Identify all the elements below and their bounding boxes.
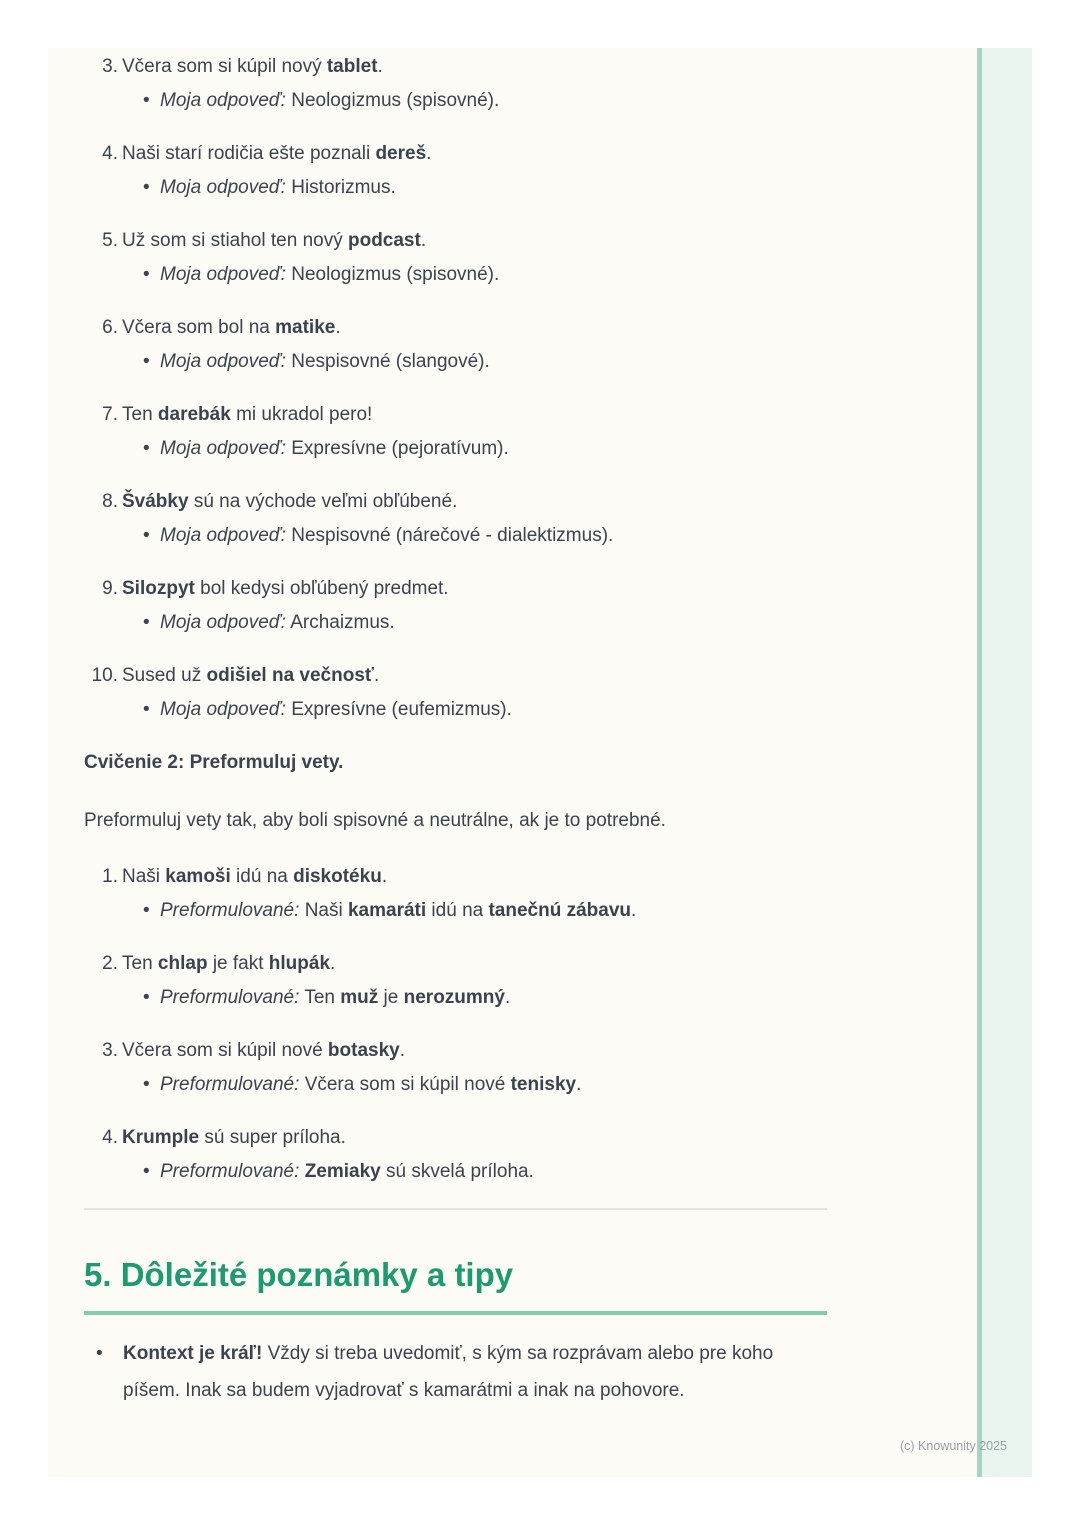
item-body bbox=[122, 398, 827, 466]
sentence bbox=[122, 224, 827, 258]
answer-text bbox=[160, 432, 509, 466]
text-run: Naši bbox=[304, 900, 348, 921]
text-run: Historizmus. bbox=[291, 177, 396, 198]
answer-item bbox=[122, 693, 827, 727]
sentence bbox=[122, 572, 827, 606]
answer-text bbox=[160, 258, 499, 292]
text-run: matike bbox=[275, 317, 336, 338]
answer-list bbox=[122, 1155, 827, 1189]
text-run: tanečnú zábavu bbox=[488, 900, 632, 921]
text-run: Včera som bol na bbox=[122, 317, 276, 338]
answer-list bbox=[122, 894, 827, 928]
exercise-item bbox=[84, 659, 827, 727]
exercise-item bbox=[84, 50, 827, 118]
text-run: Expresívne (eufemizmus). bbox=[291, 699, 512, 720]
text-run: nerozumný bbox=[403, 987, 505, 1008]
text-run: odišiel na večnosť bbox=[206, 665, 374, 686]
text-run: Nespisovné (nárečové - dialektizmus). bbox=[291, 525, 614, 546]
text-run: muž bbox=[340, 987, 379, 1008]
answer-label: Moja odpoveď: bbox=[160, 177, 286, 198]
sentence bbox=[122, 1034, 827, 1068]
item-body bbox=[122, 311, 827, 379]
text-run: Včera som si kúpil nové bbox=[304, 1074, 511, 1095]
bullet-icon: • bbox=[143, 351, 150, 372]
item-number: 2. bbox=[102, 953, 118, 974]
answer-list bbox=[122, 1068, 827, 1102]
sentence bbox=[122, 311, 827, 345]
answer-label: Moja odpoveď: bbox=[160, 525, 286, 546]
text-run: . bbox=[381, 866, 388, 887]
tips-list bbox=[84, 1335, 827, 1409]
answer-label: Moja odpoveď: bbox=[160, 90, 286, 111]
answer-text bbox=[160, 981, 510, 1015]
exercise2-intro: Preformuluj vety tak, aby boli spisovné a neutrálne, ak je to potrebné. bbox=[84, 810, 666, 831]
bullet-icon: • bbox=[143, 900, 150, 921]
answer-label: Preformulované: bbox=[160, 1074, 300, 1095]
item-body bbox=[122, 947, 827, 1015]
text-run: . bbox=[335, 317, 341, 338]
text-run: podcast bbox=[347, 230, 421, 251]
exercise1-list bbox=[84, 50, 827, 727]
text-run: dereš bbox=[375, 143, 427, 164]
answer-text bbox=[160, 171, 396, 205]
item-body bbox=[122, 485, 827, 553]
text-run: Kontext je kráľ! bbox=[123, 1343, 263, 1364]
exercise2-list bbox=[84, 860, 827, 1189]
answer-list bbox=[122, 84, 827, 118]
bullet-icon: • bbox=[143, 525, 150, 546]
answer-item bbox=[122, 1155, 827, 1189]
text-run: . bbox=[399, 1040, 406, 1061]
answer-list bbox=[122, 693, 827, 727]
text-run: Ten bbox=[304, 987, 341, 1008]
bullet-icon: • bbox=[143, 987, 150, 1008]
bullet-icon: • bbox=[143, 177, 150, 198]
item-body bbox=[122, 1034, 827, 1102]
bullet-icon: • bbox=[143, 264, 150, 285]
answer-label: Moja odpoveď: bbox=[160, 699, 286, 720]
answer-list bbox=[122, 981, 827, 1015]
exercise-item bbox=[84, 224, 827, 292]
text-run: Včera som si kúpil nový bbox=[122, 56, 327, 77]
text-run: Neologizmus (spisovné). bbox=[291, 90, 500, 111]
sentence bbox=[122, 137, 827, 171]
answer-list bbox=[122, 345, 827, 379]
text-run: je bbox=[378, 987, 404, 1008]
text-run: Krumple bbox=[122, 1127, 200, 1148]
item-number: 4. bbox=[102, 1127, 118, 1148]
answer-label: Preformulované: bbox=[160, 987, 300, 1008]
text-run: kamaráti bbox=[347, 900, 427, 921]
text-run: Sused už bbox=[122, 665, 207, 686]
item-body bbox=[122, 860, 827, 928]
text-run: tenisky bbox=[510, 1074, 577, 1095]
text-run: diskotéku bbox=[293, 866, 382, 887]
item-number: 3. bbox=[102, 56, 118, 77]
answer-label: Preformulované: bbox=[160, 1161, 300, 1182]
item-number: 7. bbox=[102, 404, 118, 425]
text-run: bol kedysi obľúbený predmet. bbox=[194, 578, 449, 599]
item-number: 6. bbox=[102, 317, 118, 338]
text-run: Včera som si kúpil nové bbox=[122, 1040, 328, 1061]
text-run: . bbox=[576, 1074, 582, 1095]
answer-label: Preformulované: bbox=[160, 900, 300, 921]
exercise-item bbox=[84, 860, 827, 928]
text-run: idú na bbox=[230, 866, 294, 887]
text-run: Silozpyt bbox=[122, 578, 195, 599]
text-run: kamoši bbox=[165, 866, 231, 887]
item-body bbox=[122, 50, 827, 118]
exercise-item bbox=[84, 1121, 827, 1189]
item-body bbox=[122, 1121, 827, 1189]
bullet-icon: • bbox=[143, 612, 150, 633]
text-run: . bbox=[631, 900, 637, 921]
text-run: . bbox=[426, 143, 432, 164]
text-run: Vždy si treba uvedomiť, s kým sa rozprávam alebo pre koho píšem. Inak sa budem vyjadrovať s kamarátmi a inak na pohovore. bbox=[123, 1343, 774, 1401]
document-content bbox=[48, 48, 977, 1477]
answer-item bbox=[122, 1068, 827, 1102]
text-run: . bbox=[377, 56, 383, 77]
answer-text bbox=[160, 1155, 534, 1189]
answer-text bbox=[160, 84, 499, 118]
sentence bbox=[122, 947, 827, 981]
item-body bbox=[122, 137, 827, 205]
exercise2-heading: Cvičenie 2: Preformuluj vety. bbox=[84, 752, 344, 773]
answer-item bbox=[122, 894, 827, 928]
text-run: chlap bbox=[157, 953, 208, 974]
right-accent-bar bbox=[977, 48, 1032, 1477]
text-run: Archaizmus. bbox=[290, 612, 395, 633]
bullet-icon: • bbox=[96, 1343, 103, 1364]
text-run: hlupák bbox=[268, 953, 331, 974]
answer-item bbox=[122, 345, 827, 379]
text-run: Expresívne (pejoratívum). bbox=[291, 438, 509, 459]
answer-item bbox=[122, 519, 827, 553]
text-run: Nespisovné (slangové). bbox=[291, 351, 490, 372]
answer-item bbox=[122, 258, 827, 292]
text-run: idú na bbox=[426, 900, 489, 921]
answer-list bbox=[122, 519, 827, 553]
exercise-item bbox=[84, 572, 827, 640]
item-number: 10. bbox=[91, 665, 118, 686]
answer-list bbox=[122, 606, 827, 640]
item-body bbox=[122, 659, 827, 727]
text-run: Švábky bbox=[122, 491, 189, 512]
answer-list bbox=[122, 171, 827, 205]
text-run: mi ukradol pero! bbox=[230, 404, 373, 425]
bullet-icon: • bbox=[143, 90, 150, 111]
answer-item bbox=[122, 84, 827, 118]
answer-text bbox=[160, 693, 512, 727]
content-column bbox=[84, 50, 827, 1409]
answer-text bbox=[160, 1068, 581, 1102]
item-number: 3. bbox=[102, 1040, 118, 1061]
text-run: sú na východe veľmi obľúbené. bbox=[188, 491, 458, 512]
bullet-icon: • bbox=[143, 699, 150, 720]
text-run: . bbox=[504, 987, 511, 1008]
answer-item bbox=[122, 981, 827, 1015]
answer-label: Moja odpoveď: bbox=[160, 264, 286, 285]
text-run: . bbox=[330, 953, 336, 974]
item-number: 8. bbox=[102, 491, 118, 512]
text-run: tablet bbox=[326, 56, 378, 77]
sentence bbox=[122, 860, 827, 894]
text-run: . bbox=[420, 230, 427, 251]
section5-title: 5. Dôležité poznámky a tipy bbox=[84, 1252, 827, 1315]
exercise-item bbox=[84, 398, 827, 466]
exercise-item bbox=[84, 311, 827, 379]
answer-text bbox=[160, 606, 395, 640]
item-body bbox=[122, 572, 827, 640]
answer-item bbox=[122, 171, 827, 205]
answer-text bbox=[160, 894, 636, 928]
answer-label: Moja odpoveď: bbox=[160, 612, 286, 633]
text-run: darebák bbox=[157, 404, 231, 425]
answer-list bbox=[122, 432, 827, 466]
text-run: Naši bbox=[122, 866, 166, 887]
text-run: sú skvelá príloha. bbox=[380, 1161, 534, 1182]
answer-text bbox=[160, 519, 613, 553]
answer-list bbox=[122, 258, 827, 292]
item-number: 9. bbox=[102, 578, 118, 599]
item-number: 5. bbox=[102, 230, 118, 251]
text-run: Neologizmus (spisovné). bbox=[291, 264, 500, 285]
text-run: Zemiaky bbox=[304, 1161, 381, 1182]
item-body bbox=[122, 224, 827, 292]
tip-text bbox=[123, 1335, 813, 1409]
bullet-icon: • bbox=[143, 1074, 150, 1095]
answer-label: Moja odpoveď: bbox=[160, 438, 286, 459]
sentence bbox=[122, 1121, 827, 1155]
item-number: 4. bbox=[102, 143, 118, 164]
tip-item bbox=[84, 1335, 827, 1409]
text-run: je fakt bbox=[207, 953, 269, 974]
text-run: Naši starí rodičia ešte poznali bbox=[122, 143, 376, 164]
sentence bbox=[122, 50, 827, 84]
sentence bbox=[122, 659, 827, 693]
copyright-watermark: (c) Knowunity 2025 bbox=[900, 1439, 1008, 1453]
answer-item bbox=[122, 606, 827, 640]
section-divider bbox=[84, 1208, 827, 1210]
item-number: 1. bbox=[102, 866, 118, 887]
sentence bbox=[122, 398, 827, 432]
text-run: botasky bbox=[327, 1040, 400, 1061]
document-card bbox=[48, 48, 1032, 1477]
sentence bbox=[122, 485, 827, 519]
answer-item bbox=[122, 432, 827, 466]
bullet-icon: • bbox=[143, 1161, 150, 1182]
exercise-item bbox=[84, 1034, 827, 1102]
bullet-icon: • bbox=[143, 438, 150, 459]
text-run: Už som si stiahol ten nový bbox=[122, 230, 348, 251]
exercise-item bbox=[84, 137, 827, 205]
text-run: . bbox=[374, 665, 380, 686]
text-run: Ten bbox=[122, 404, 158, 425]
exercise-item bbox=[84, 947, 827, 1015]
text-run: Ten bbox=[122, 953, 158, 974]
answer-text bbox=[160, 345, 490, 379]
answer-label: Moja odpoveď: bbox=[160, 351, 286, 372]
exercise-item bbox=[84, 485, 827, 553]
text-run: sú super príloha. bbox=[199, 1127, 346, 1148]
